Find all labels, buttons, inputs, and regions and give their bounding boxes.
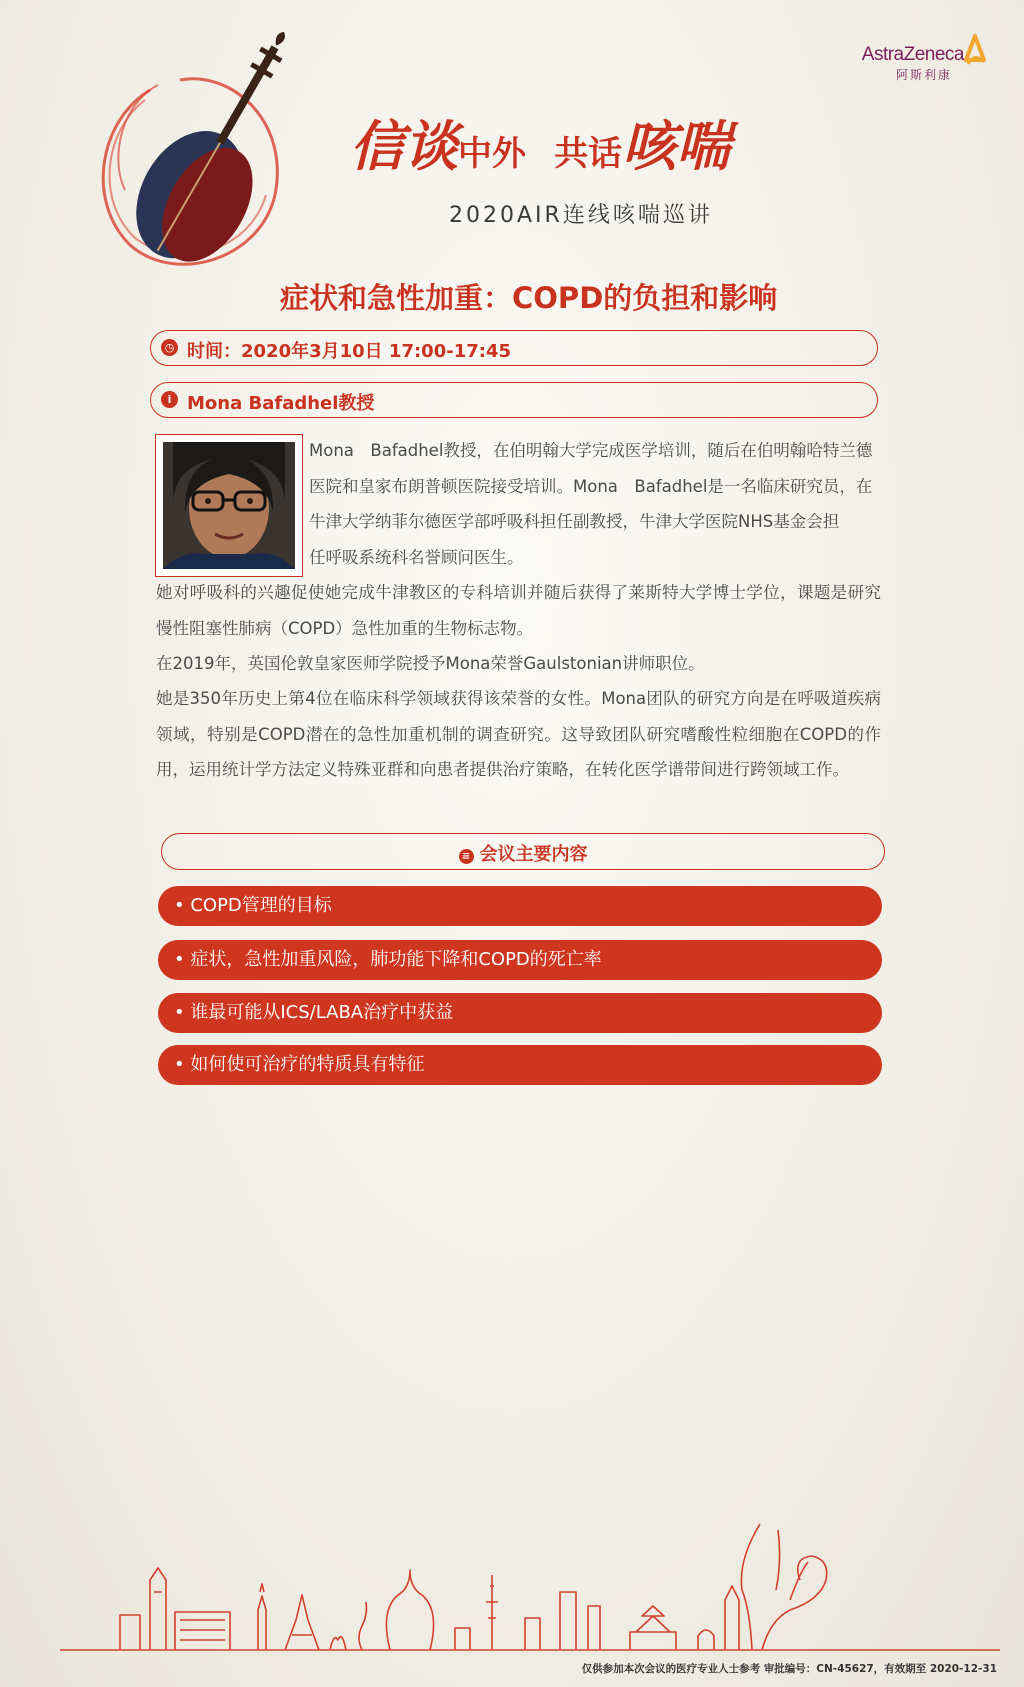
- agenda-item: • COPD管理的目标: [158, 886, 882, 926]
- event-title: [350, 104, 850, 194]
- bio-paragraph-3: 她是350年历史上第4位在临床科学领域获得该荣誉的女性。Mona团队的研究方向是在呼吸道疾病领域，特别是COPD潜在的急性加重机制的调查研究。这导致团队研究嗜酸性粒细胞在COPD的作用，运用统计学方法定义特殊亚群和向患者提供治疗策略，在转化医学谱带间进行跨领域工作。: [156, 689, 881, 779]
- agenda-heading-text: 会议主要内容: [479, 844, 588, 865]
- logo-brand-cn: 阿斯利康: [895, 68, 952, 82]
- astrazeneca-logo: [850, 30, 990, 86]
- logo-brand-text: AstraZeneca: [861, 44, 964, 65]
- agenda-heading: [161, 833, 885, 870]
- talk-title: 症状和急性加重：COPD的负担和影响: [280, 281, 778, 315]
- speaker-pill: [150, 382, 878, 418]
- clock-icon: ◷: [161, 339, 178, 356]
- bio-line: Mona Bafadhel教授，在伯明翰大学完成医学培训，随后在伯明翰哈特兰德: [309, 441, 873, 460]
- agenda-item: • 症状，急性加重风险，肺功能下降和COPD的死亡率: [158, 940, 882, 980]
- bio-line: 医院和皇家布朗普顿医院接受培训。Mona Bafadhel是一名临床研究员，在: [309, 476, 873, 496]
- event-subtitle: 2020AIR连线咳喘巡讲: [449, 203, 713, 228]
- bio-paragraph-1: 她对呼吸科的兴趣促使她完成牛津教区的专科培训并随后获得了莱斯特大学博士学位，课题是研究慢性阻塞性肺病（COPD）急性加重的生物标志物。: [156, 583, 881, 638]
- agenda-item: • 谁最可能从ICS/LABA治疗中获益: [158, 993, 882, 1033]
- time-text: 时间：2020年3月10日 17:00-17:45: [187, 341, 511, 362]
- title-part1-small: 中外: [458, 134, 526, 174]
- time-pill: [150, 330, 878, 366]
- speaker-photo-frame: [155, 434, 303, 577]
- skyline-illustration: [0, 1500, 1024, 1660]
- bio-line: 任呼吸系统科名誉顾问医生。: [309, 547, 524, 567]
- speaker-photo: [163, 442, 295, 569]
- agenda-item: • 如何使可治疗的特质具有特征: [158, 1045, 882, 1085]
- bio-paragraph-2: 在2019年，英国伦敦皇家医师学院授予Mona荣誉Gaulstonian讲师职位。: [156, 654, 705, 673]
- violin-illustration: [90, 10, 320, 290]
- document-icon: ≡: [459, 849, 474, 864]
- title-part1-big: 信谈: [350, 114, 458, 178]
- info-icon: i: [161, 391, 178, 408]
- astrazeneca-logo-icon: [960, 30, 990, 74]
- bio-line: 牛津大学纳菲尔德医学部呼吸科担任副教授，牛津大学医院NHS基金会担: [309, 512, 840, 531]
- title-part2-big: 咳喘: [622, 114, 731, 178]
- speaker-name: Mona Bafadhel教授: [187, 393, 375, 414]
- footer-disclaimer: 仅供参加本次会议的医疗专业人士参考 审批编号：CN-45627，有效期至 2020-12-31: [581, 1663, 997, 1675]
- title-part2-small: 共话: [554, 134, 623, 174]
- bio-intro: [309, 433, 881, 575]
